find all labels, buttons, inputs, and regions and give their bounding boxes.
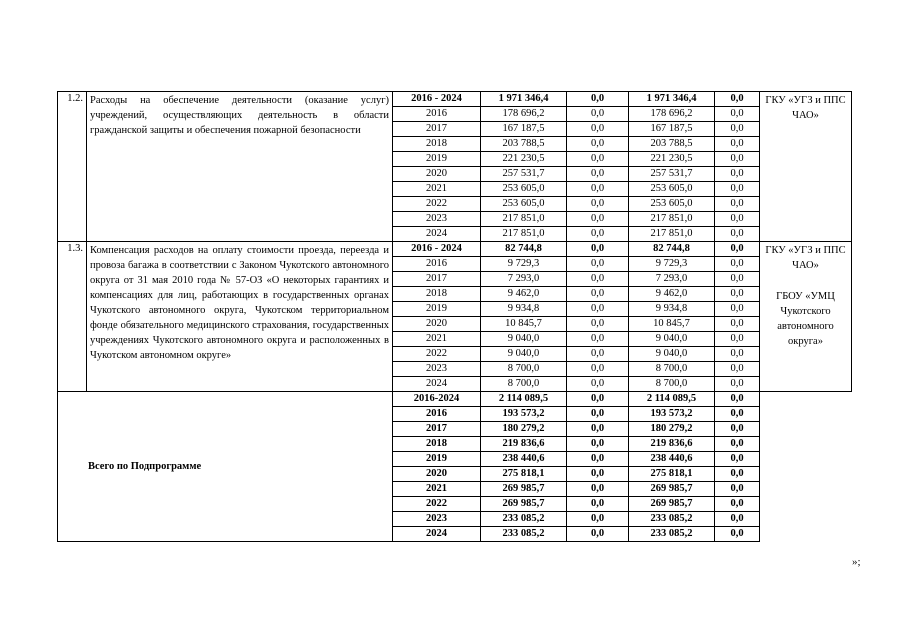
amount-cell-col3: 0,0 [715,482,760,497]
table-row [58,92,852,107]
year-cell: 2017 [393,272,481,287]
year-cell: 2017 [393,422,481,437]
amount-cell-col2: 233 085,2 [629,527,715,542]
amount-cell-col3: 0,0 [715,407,760,422]
total-amount-cell: 9 462,0 [481,287,567,302]
amount-cell-col1: 0,0 [567,167,629,182]
executor-name: ГКУ «УГЗ и ППС ЧАО» [765,95,846,121]
amount-cell-col1: 0,0 [567,392,629,407]
amount-cell-col2: 233 085,2 [629,512,715,527]
total-amount-cell: 253 605,0 [481,182,567,197]
measure-description: Компенсация расходов на оплату стоимости проезда, переезда и провоза багажа в соответствии с Законом Чукотского автономного округа от 31 мая 2010 года № 57-ОЗ «О некоторых гарантиях и компенсациях для лиц, работающих в государственных органах Чукотского автономного округа, Чукотском территориальном фонде обязательного медицинского страхования, государственных учреждениях Чукотского автономного округа и расположенных в Чукотском автономном округе» [87,242,393,392]
amount-cell-col3: 0,0 [715,422,760,437]
amount-cell-col2: 1 971 346,4 [629,92,715,107]
year-cell: 2019 [393,302,481,317]
amount-cell-col1: 0,0 [567,347,629,362]
amount-cell-col2: 9 729,3 [629,257,715,272]
year-cell: 2023 [393,362,481,377]
subprogram-funding-table [57,91,852,542]
amount-cell-col1: 0,0 [567,197,629,212]
amount-cell-col3: 0,0 [715,92,760,107]
total-amount-cell: 9 040,0 [481,332,567,347]
amount-cell-col2: 7 293,0 [629,272,715,287]
amount-cell-col3: 0,0 [715,152,760,167]
total-amount-cell: 203 788,5 [481,137,567,152]
executor-cell [760,92,852,242]
total-amount-cell: 2 114 089,5 [481,392,567,407]
amount-cell-col2: 8 700,0 [629,377,715,392]
year-cell: 2019 [393,152,481,167]
executor-name: ГКУ «УГЗ и ППС ЧАО» [765,245,846,271]
amount-cell-col2: 8 700,0 [629,362,715,377]
amount-cell-col3: 0,0 [715,497,760,512]
total-amount-cell: 9 934,8 [481,302,567,317]
total-amount-cell: 178 696,2 [481,107,567,122]
amount-cell-col2: 82 744,8 [629,242,715,257]
amount-cell-col3: 0,0 [715,437,760,452]
amount-cell-col1: 0,0 [567,527,629,542]
amount-cell-col1: 0,0 [567,152,629,167]
year-cell: 2024 [393,227,481,242]
total-amount-cell: 8 700,0 [481,377,567,392]
year-cell: 2022 [393,497,481,512]
executor-spacer [762,273,849,289]
row-index: 1.2. [58,92,87,242]
total-amount-cell: 9 040,0 [481,347,567,362]
total-amount-cell: 9 729,3 [481,257,567,272]
year-cell: 2016 [393,257,481,272]
amount-cell-col3: 0,0 [715,137,760,152]
amount-cell-col1: 0,0 [567,317,629,332]
amount-cell-col2: 253 605,0 [629,197,715,212]
amount-cell-col1: 0,0 [567,437,629,452]
total-amount-cell: 253 605,0 [481,197,567,212]
amount-cell-col2: 180 279,2 [629,422,715,437]
amount-cell-col2: 2 114 089,5 [629,392,715,407]
year-cell: 2021 [393,482,481,497]
amount-cell-col2: 178 696,2 [629,107,715,122]
amount-cell-col2: 10 845,7 [629,317,715,332]
total-amount-cell: 233 085,2 [481,527,567,542]
amount-cell-col1: 0,0 [567,362,629,377]
executor-name: ГБОУ «УМЦ Чукотского автономного округа» [776,291,835,347]
amount-cell-col1: 0,0 [567,512,629,527]
amount-cell-col1: 0,0 [567,497,629,512]
amount-cell-col1: 0,0 [567,422,629,437]
year-cell: 2018 [393,437,481,452]
amount-cell-col3: 0,0 [715,197,760,212]
total-amount-cell: 180 279,2 [481,422,567,437]
year-cell: 2017 [393,122,481,137]
amount-cell-col1: 0,0 [567,467,629,482]
amount-cell-col1: 0,0 [567,302,629,317]
amount-cell-col3: 0,0 [715,257,760,272]
amount-cell-col3: 0,0 [715,467,760,482]
year-cell: 2019 [393,452,481,467]
total-amount-cell: 238 440,6 [481,452,567,467]
amount-cell-col2: 219 836,6 [629,437,715,452]
amount-cell-col1: 0,0 [567,257,629,272]
year-cell: 2016 - 2024 [393,92,481,107]
amount-cell-col1: 0,0 [567,407,629,422]
total-amount-cell: 221 230,5 [481,152,567,167]
year-cell: 2016-2024 [393,392,481,407]
amount-cell-col2: 257 531,7 [629,167,715,182]
amount-cell-col3: 0,0 [715,227,760,242]
amount-cell-col1: 0,0 [567,122,629,137]
amount-cell-col1: 0,0 [567,242,629,257]
amount-cell-col1: 0,0 [567,332,629,347]
amount-cell-col3: 0,0 [715,167,760,182]
total-amount-cell: 193 573,2 [481,407,567,422]
amount-cell-col3: 0,0 [715,377,760,392]
executor-cell [760,242,852,392]
total-label: Всего по Подпрограмме [58,392,393,542]
year-cell: 2021 [393,182,481,197]
amount-cell-col2: 269 985,7 [629,497,715,512]
amount-cell-col2: 9 040,0 [629,347,715,362]
year-cell: 2022 [393,197,481,212]
amount-cell-col2: 217 851,0 [629,212,715,227]
total-amount-cell: 257 531,7 [481,167,567,182]
amount-cell-col2: 221 230,5 [629,152,715,167]
amount-cell-col2: 203 788,5 [629,137,715,152]
amount-cell-col3: 0,0 [715,392,760,407]
amount-cell-col2: 193 573,2 [629,407,715,422]
amount-cell-col1: 0,0 [567,287,629,302]
amount-cell-col1: 0,0 [567,137,629,152]
total-amount-cell: 269 985,7 [481,497,567,512]
total-row [58,392,852,407]
year-cell: 2024 [393,527,481,542]
total-amount-cell: 269 985,7 [481,482,567,497]
total-amount-cell: 217 851,0 [481,212,567,227]
table-row [58,242,852,257]
amount-cell-col3: 0,0 [715,527,760,542]
amount-cell-col2: 9 040,0 [629,332,715,347]
amount-cell-col2: 9 462,0 [629,287,715,302]
amount-cell-col3: 0,0 [715,317,760,332]
year-cell: 2023 [393,212,481,227]
total-amount-cell: 10 845,7 [481,317,567,332]
year-cell: 2020 [393,467,481,482]
amount-cell-col1: 0,0 [567,227,629,242]
amount-cell-col3: 0,0 [715,272,760,287]
total-amount-cell: 8 700,0 [481,362,567,377]
total-amount-cell: 217 851,0 [481,227,567,242]
total-amount-cell: 219 836,6 [481,437,567,452]
amount-cell-col1: 0,0 [567,182,629,197]
amount-cell-col1: 0,0 [567,377,629,392]
closing-quote-mark: »; [852,556,861,568]
amount-cell-col3: 0,0 [715,362,760,377]
measure-description: Расходы на обеспечение деятельности (оказание услуг) учреждений, осуществляющих деятельность в области гражданской защиты и обеспечения пожарной безопасности [87,92,393,242]
amount-cell-col3: 0,0 [715,107,760,122]
amount-cell-col3: 0,0 [715,332,760,347]
total-amount-cell: 167 187,5 [481,122,567,137]
amount-cell-col3: 0,0 [715,512,760,527]
amount-cell-col2: 167 187,5 [629,122,715,137]
amount-cell-col3: 0,0 [715,347,760,362]
amount-cell-col2: 275 818,1 [629,467,715,482]
amount-cell-col1: 0,0 [567,272,629,287]
total-amount-cell: 82 744,8 [481,242,567,257]
amount-cell-col3: 0,0 [715,287,760,302]
amount-cell-col2: 238 440,6 [629,452,715,467]
amount-cell-col1: 0,0 [567,92,629,107]
amount-cell-col1: 0,0 [567,452,629,467]
year-cell: 2024 [393,377,481,392]
amount-cell-col1: 0,0 [567,107,629,122]
amount-cell-col3: 0,0 [715,182,760,197]
year-cell: 2018 [393,287,481,302]
table-body [58,92,852,542]
executor-empty [760,392,852,542]
amount-cell-col3: 0,0 [715,242,760,257]
total-amount-cell: 233 085,2 [481,512,567,527]
year-cell: 2020 [393,167,481,182]
year-cell: 2021 [393,332,481,347]
total-amount-cell: 1 971 346,4 [481,92,567,107]
amount-cell-col1: 0,0 [567,482,629,497]
amount-cell-col2: 269 985,7 [629,482,715,497]
year-cell: 2018 [393,137,481,152]
amount-cell-col2: 9 934,8 [629,302,715,317]
year-cell: 2020 [393,317,481,332]
year-cell: 2022 [393,347,481,362]
year-cell: 2016 [393,107,481,122]
amount-cell-col3: 0,0 [715,122,760,137]
year-cell: 2016 - 2024 [393,242,481,257]
amount-cell-col2: 217 851,0 [629,227,715,242]
amount-cell-col3: 0,0 [715,452,760,467]
amount-cell-col1: 0,0 [567,212,629,227]
amount-cell-col2: 253 605,0 [629,182,715,197]
year-cell: 2023 [393,512,481,527]
total-amount-cell: 275 818,1 [481,467,567,482]
year-cell: 2016 [393,407,481,422]
amount-cell-col3: 0,0 [715,302,760,317]
amount-cell-col3: 0,0 [715,212,760,227]
row-index: 1.3. [58,242,87,392]
total-amount-cell: 7 293,0 [481,272,567,287]
